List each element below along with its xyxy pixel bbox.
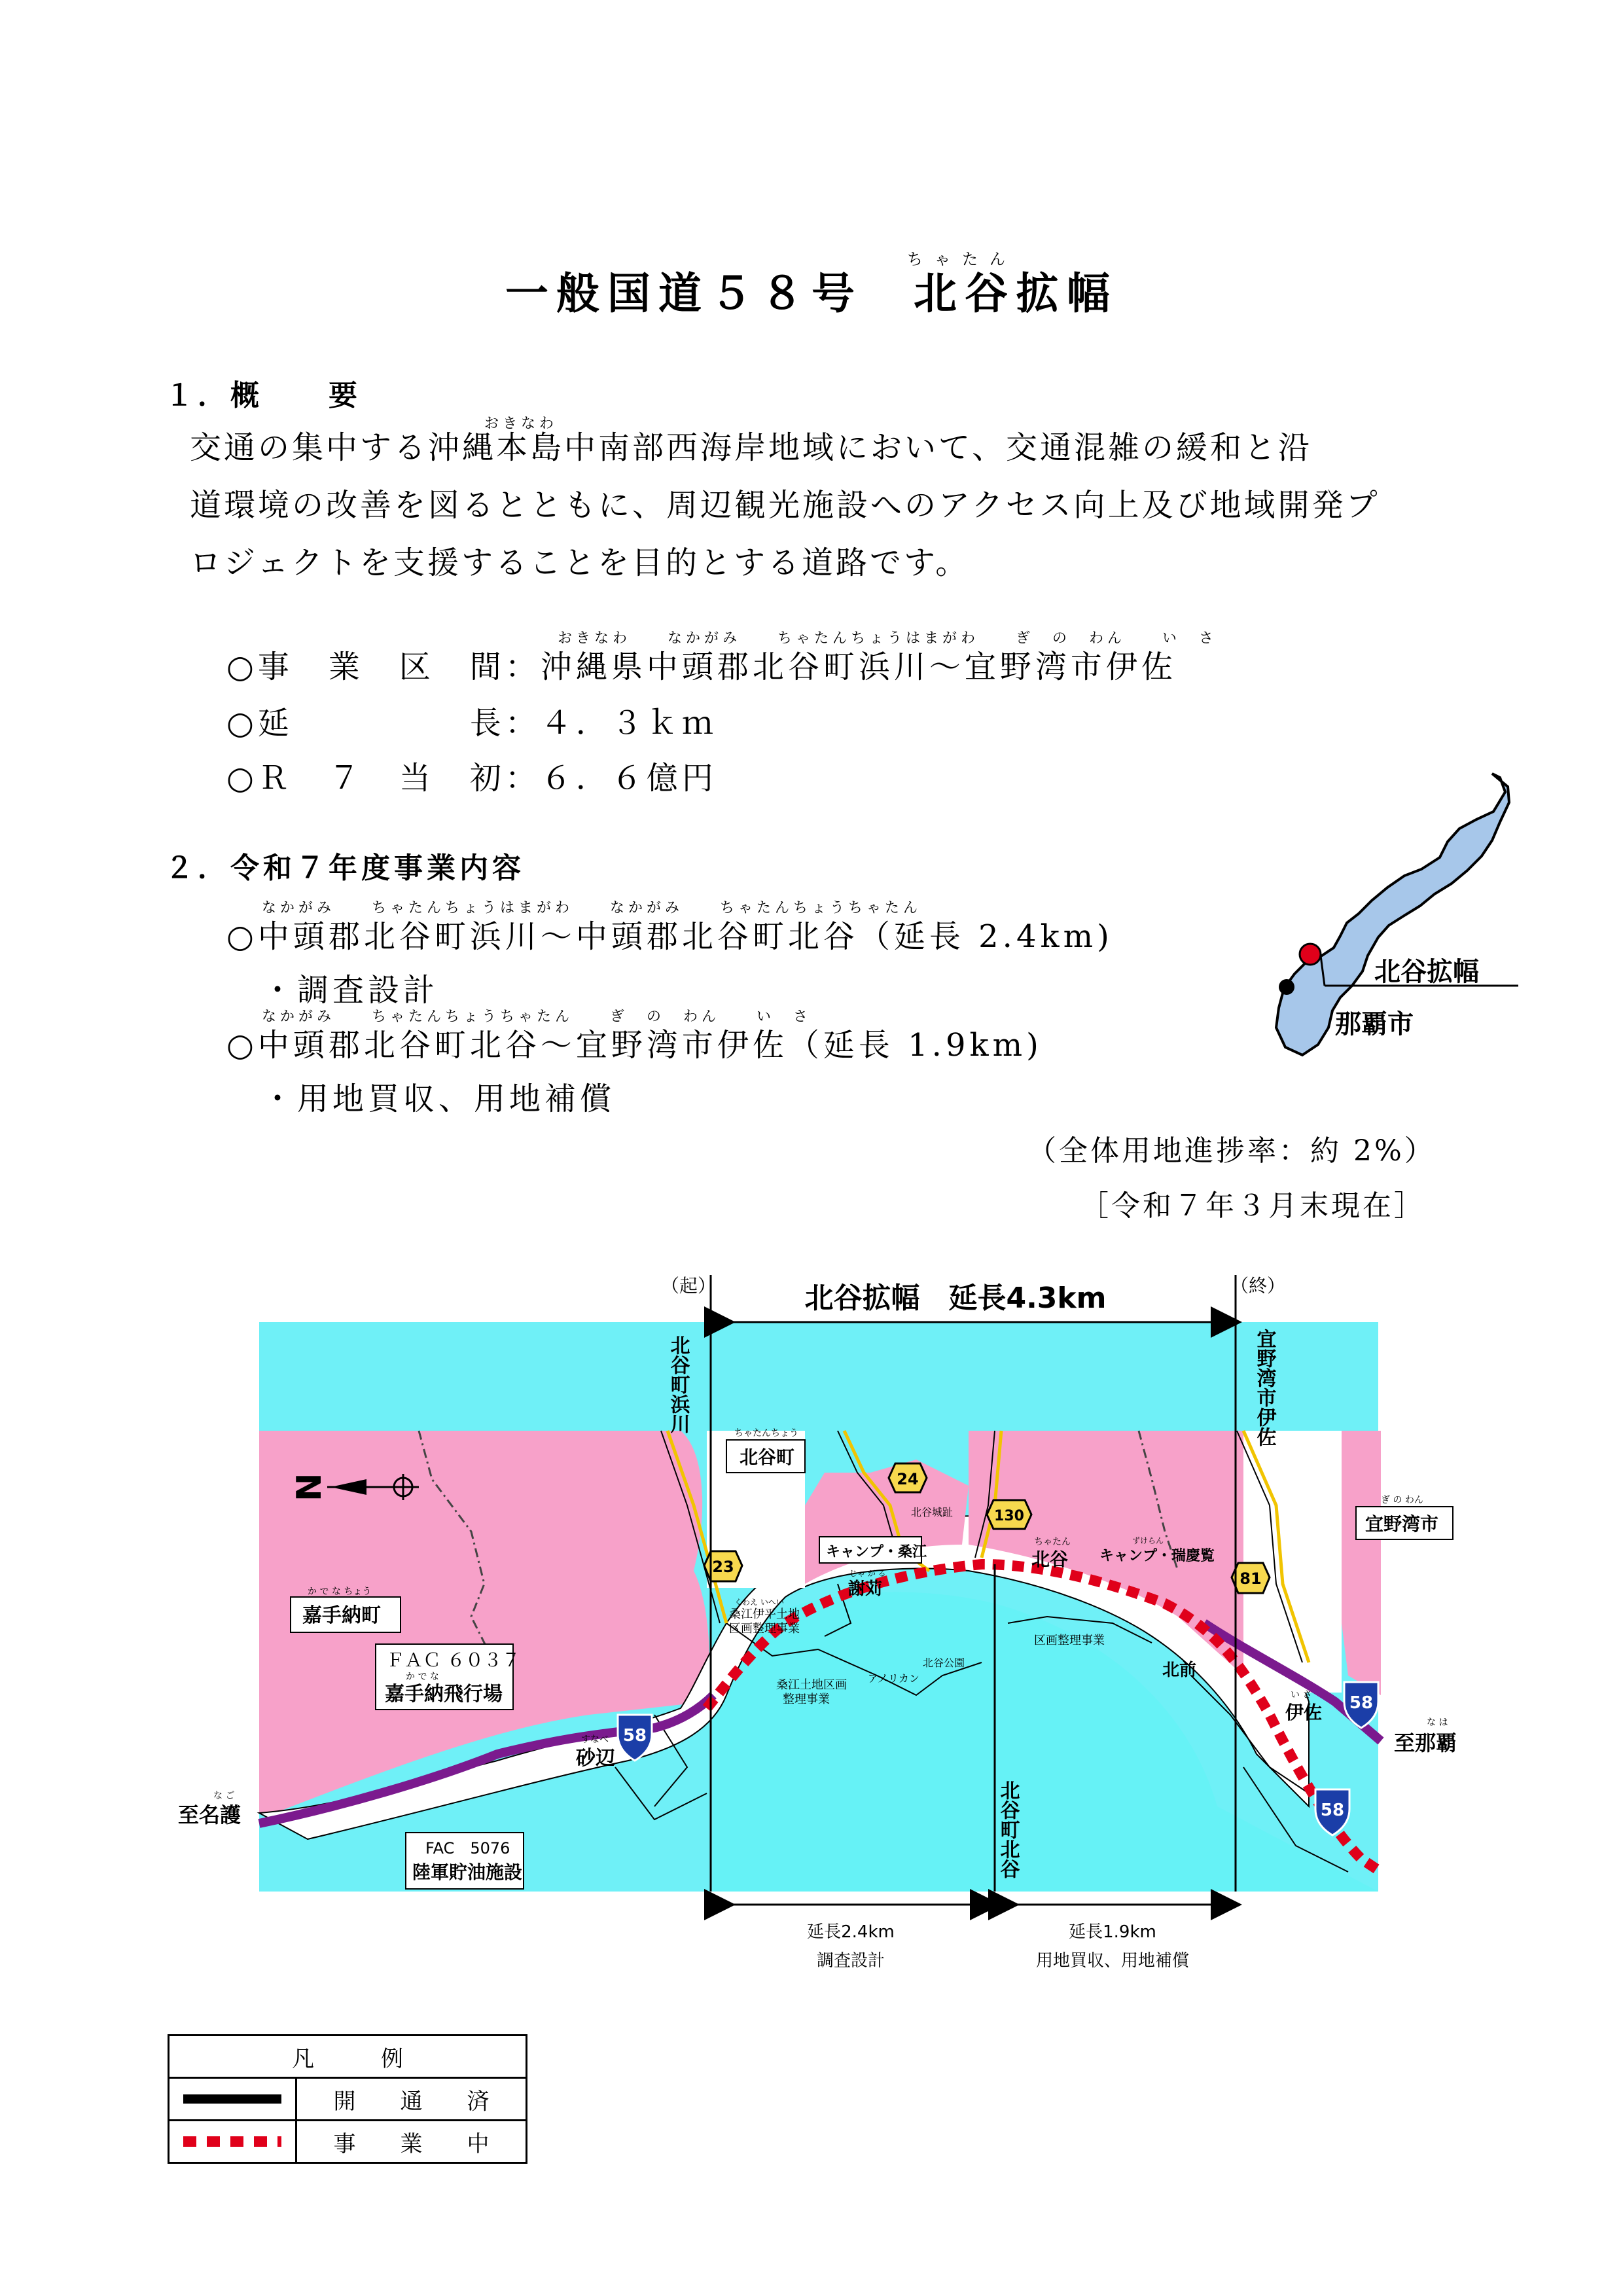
zukeran-ruby: ずけらん [1132, 1536, 1164, 1545]
inset-label-project: 北谷拡幅 [1374, 957, 1479, 987]
seg2-work: 用地買収、用地補償 [1035, 1951, 1190, 1971]
s2-item1-sub: ・調査設計 [262, 972, 439, 1009]
kadena-town-label: 嘉手納町 [302, 1604, 381, 1627]
s2-item2-ruby: なかがみ ちゃたんちょうちゃたん ぎ の わん い さ [262, 1009, 812, 1025]
airfield-label: 嘉手納飛行場 [385, 1683, 503, 1706]
legend-ongoing-label: 事 業 中 [296, 2121, 527, 2163]
item1-ruby: おきなわ なかがみ ちゃたんちょうはまがわ ぎ の わん い さ [558, 630, 1218, 647]
title-ruby: ちゃたん [907, 250, 1017, 268]
legend-open-swatch [169, 2078, 296, 2121]
map-legend [168, 2034, 527, 2164]
s2-item2-sub: ・用地買収、用地補償 [262, 1081, 616, 1117]
land-pink-far-right [1342, 1431, 1381, 1695]
route-58-label-right: 58 [1349, 1693, 1374, 1713]
as-of-date: ［令和７年３月末現在］ [1080, 1189, 1425, 1223]
ginowan-label: 宜野湾市 [1365, 1513, 1439, 1535]
legend-ongoing-swatch [169, 2121, 296, 2163]
total-length-item: ○延 長：４．３ｋｍ [226, 705, 717, 742]
isa-ruby: い さ [1291, 1690, 1312, 1700]
jagaru-ruby: じゃ が る [849, 1569, 886, 1578]
section2-heading: ２．令和７年度事業内容 [165, 852, 525, 885]
section1-line-1: 交通の集中する沖縄本島中南部西海岸地域において、交通混雑の緩和と沿 [190, 429, 1313, 466]
north-label: N [290, 1473, 329, 1501]
to-naha-label: 至那覇 [1394, 1731, 1457, 1755]
fuel-facility-label: 陸軍貯油施設 [412, 1861, 523, 1883]
airfield-ruby: か で な [406, 1672, 439, 1682]
isa-label: 伊佐 [1285, 1702, 1323, 1723]
camp-zukeran-label: キャンプ・瑞慶覧 [1099, 1548, 1215, 1564]
legend-title: 凡 例 [169, 2036, 527, 2078]
camp-kuwae-label: キャンプ・桑江 [826, 1544, 927, 1560]
seg1-work: 調査設計 [816, 1951, 885, 1971]
fac6037-label: ＦＡＣ ６０３７ [386, 1649, 520, 1671]
seg2-length: 延長1.9km [1069, 1922, 1156, 1942]
section1-line-2: 道環境の改善を図るとともに、周辺観光施設へのアクセス向上及び地域開発プ [190, 487, 1380, 524]
to-naha-ruby: な は [1427, 1717, 1448, 1728]
legend-open-label: 開 通 済 [296, 2078, 527, 2121]
page-title: 一般国道５８号 北谷拡幅 [505, 268, 1118, 319]
section-length-item: ○事 業 区 間：沖縄県中頭郡北谷町浜川～宜野湾市伊佐 [226, 649, 1177, 685]
end-place: 宜野湾市伊佐 [1253, 1329, 1276, 1446]
kuwae-land-label: 桑江伊平土地 [729, 1607, 800, 1621]
sunabe-ruby: すなべ [581, 1734, 609, 1745]
start-tag: （起） [661, 1275, 717, 1297]
route-130-label: 130 [994, 1508, 1024, 1524]
land-progress: （全体用地進捗率：約 2%） [1027, 1134, 1436, 1168]
reclaim-label: 区画整理事業 [1034, 1634, 1105, 1647]
to-nago-ruby: な ご [213, 1791, 235, 1801]
route-58-label-lower: 58 [1320, 1801, 1345, 1820]
section1-heading: １．概 要 [165, 379, 361, 412]
route-81-label: 81 [1240, 1570, 1262, 1588]
to-nago-label: 至名護 [178, 1803, 241, 1827]
span-title: 北谷拡幅 延長4.3km [804, 1282, 1107, 1315]
kuwae-jr-label: 桑江土地区画 [776, 1678, 847, 1692]
seg1-length: 延長2.4km [807, 1922, 895, 1942]
kuwae-land-label-2: 区画整理事業 [729, 1622, 800, 1636]
route-24-label: 24 [897, 1470, 919, 1488]
chatan-town-ruby: ちゃたんちょう [734, 1428, 798, 1439]
chatan-ruby: ちゃたん [1034, 1537, 1071, 1547]
inset-label-naha: 那覇市 [1335, 1009, 1414, 1039]
section1-line-3: ロジェクトを支援することを目的とする道路です。 [190, 545, 970, 581]
jagaru-label: 謝苅 [848, 1579, 883, 1599]
kuwae-jr-label-2: 整理事業 [783, 1693, 830, 1706]
s2-item1: ○中頭郡北谷町浜川～中頭郡北谷町北谷（延長 2.4km) [226, 918, 1113, 955]
ginowan-ruby: ぎ の わん [1381, 1495, 1423, 1505]
sunabe-label: 砂辺 [576, 1747, 615, 1770]
kitamae-label: 北前 [1162, 1660, 1197, 1680]
route-81-shield [1232, 1563, 1270, 1593]
american-label: アメリカン [868, 1672, 919, 1685]
kuwae-land-ruby: くわえ いへい [734, 1598, 784, 1607]
start-place: 北谷町浜川 [666, 1335, 690, 1433]
s2-item2: ○中頭郡北谷町北谷～宜野湾市伊佐（延長 1.9km) [226, 1027, 1043, 1064]
chatan-park-label: 北谷公園 [923, 1657, 965, 1669]
fac5076-label: FAC 5076 [425, 1839, 510, 1857]
chatan-vertical: 北谷町北谷 [996, 1780, 1020, 1878]
end-tag: （終） [1230, 1275, 1286, 1297]
chatan-label: 北谷 [1031, 1549, 1069, 1570]
ruby-okinawa: おきなわ [484, 416, 558, 432]
chatan-castle-label: 北谷城趾 [911, 1506, 954, 1518]
route-23-label: 23 [712, 1558, 734, 1576]
budget-item: ○Ｒ ７ 当 初：６．６億円 [226, 760, 717, 797]
route-58-label-left: 58 [622, 1726, 647, 1746]
kadena-town-ruby: か で な ちょう [308, 1587, 372, 1597]
s2-item1-ruby: なかがみ ちゃたんちょうはまがわ なかがみ ちゃたんちょうちゃたん [262, 900, 922, 916]
route-130-shield [987, 1500, 1031, 1529]
route-24-shield [889, 1463, 927, 1492]
chatan-town-label: 北谷町 [740, 1446, 795, 1468]
